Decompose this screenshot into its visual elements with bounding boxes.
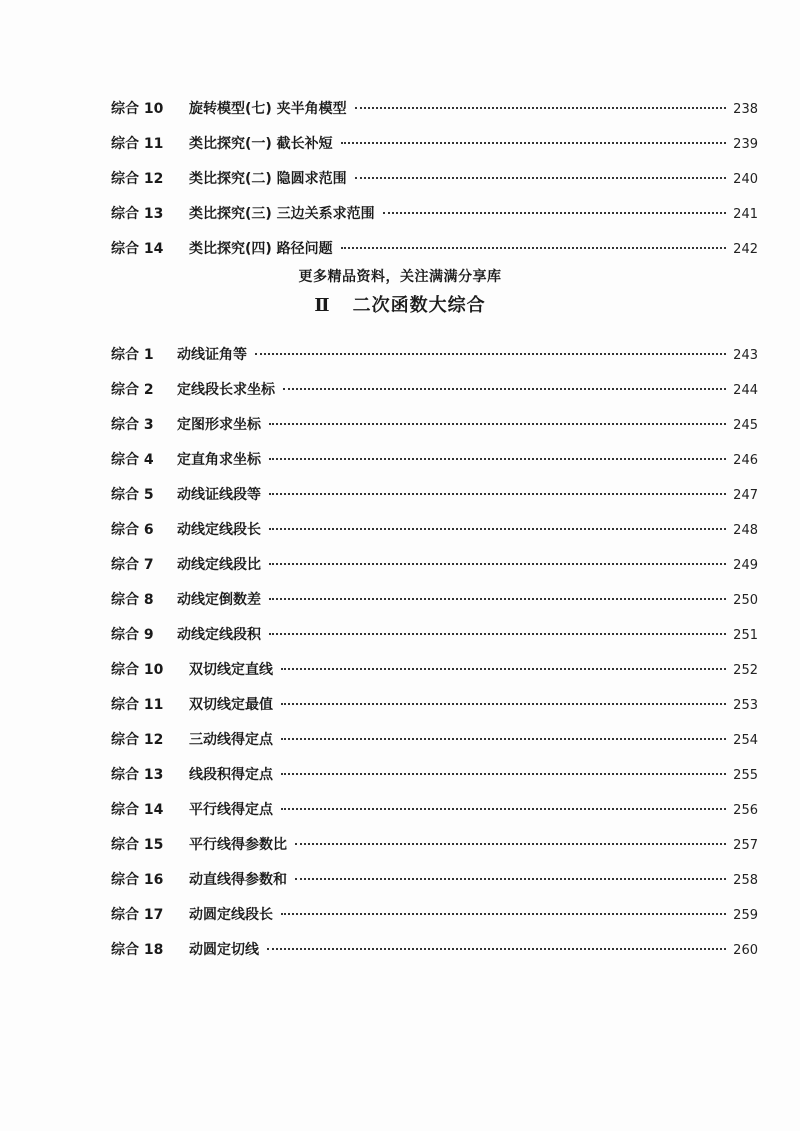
toc-entry-title: 定图形求坐标 [177,417,261,433]
toc-entry-page: 248 [733,523,758,538]
toc-entry-page: 253 [733,698,758,713]
toc-entry[interactable] [111,484,758,506]
toc-entry-page: 252 [733,663,758,678]
toc-entry-page: 246 [733,453,758,468]
toc-entry-title: 动圆定线段长 [189,907,273,923]
toc-entry[interactable] [111,764,758,786]
toc-leader-dots [341,247,726,249]
toc-entry-page: 250 [733,593,758,608]
toc-entry-page: 257 [733,838,758,853]
toc-leader-dots [269,563,726,565]
toc-entry-label: 综合 2 [111,382,154,398]
toc-entry-label: 综合 12 [111,732,164,748]
toc-entry-title: 三动线得定点 [189,732,273,748]
section-numeral: Ⅱ [314,295,331,316]
toc-leader-dots [281,668,726,670]
toc-entry-title: 定直角求坐标 [177,452,261,468]
toc-entry-page: 255 [733,768,758,783]
toc-entry-label: 综合 8 [111,592,154,608]
toc-entry[interactable] [111,203,758,225]
toc-entry-title: 动线定线段积 [177,627,261,643]
toc-entry-page: 244 [733,383,758,398]
toc-leader-dots [295,843,726,845]
toc-entry[interactable] [111,694,758,716]
toc-entry-page: 260 [733,943,758,958]
toc-leader-dots [269,423,726,425]
toc-entry-label: 综合 16 [111,872,164,888]
toc-entry[interactable] [111,344,758,366]
toc-entry-page: 258 [733,873,758,888]
toc-leader-dots [281,808,726,810]
section-title: 二次函数大综合 [352,295,486,316]
toc-leader-dots [295,878,726,880]
toc-entry-title: 类比探究(一) 截长补短 [189,136,333,152]
toc-entry-label: 综合 1 [111,347,154,363]
toc-leader-dots [281,738,726,740]
toc-leader-dots [255,353,726,355]
toc-entry[interactable] [111,168,758,190]
toc-entry[interactable] [111,904,758,926]
toc-entry[interactable] [111,799,758,821]
toc-leader-dots [281,703,726,705]
toc-entry-title: 动圆定切线 [189,942,259,958]
toc-leader-dots [355,107,726,109]
toc-entry-title: 动直线得参数和 [189,872,287,888]
toc-entry-title: 动线定线段比 [177,557,261,573]
toc-leader-dots [269,528,726,530]
toc-entry[interactable] [111,554,758,576]
toc-entry-title: 类比探究(四) 路径问题 [189,241,333,257]
toc-entry-label: 综合 14 [111,241,164,257]
promo-text: 更多精品资料，关注满满分享库 [298,269,502,285]
toc-leader-dots [267,948,726,950]
toc-entry[interactable] [111,238,758,260]
toc-entry-label: 综合 10 [111,101,164,117]
toc-entry-label: 综合 15 [111,837,164,853]
toc-leader-dots [281,913,726,915]
toc-entry-title: 旋转模型(七) 夹半角模型 [189,101,347,117]
toc-entry-label: 综合 11 [111,697,164,713]
toc-entry-label: 综合 9 [111,627,154,643]
toc-entry-label: 综合 13 [111,767,164,783]
toc-entry-page: 240 [733,172,758,187]
toc-entry-label: 综合 5 [111,487,154,503]
toc-entry-title: 动线证角等 [177,347,247,363]
toc-entry-page: 239 [733,137,758,152]
toc-entry-page: 247 [733,488,758,503]
toc-entry-label: 综合 12 [111,171,164,187]
toc-entry[interactable] [111,834,758,856]
toc-entry-title: 双切线定直线 [189,662,273,678]
toc-entry[interactable] [111,98,758,120]
toc-entry[interactable] [111,939,758,961]
toc-leader-dots [355,177,726,179]
toc-entry-title: 类比探究(三) 三边关系求范围 [189,206,375,222]
toc-entry-label: 综合 11 [111,136,164,152]
toc-entry[interactable] [111,519,758,541]
section-heading [0,291,800,317]
toc-leader-dots [283,388,726,390]
toc-entry-label: 综合 10 [111,662,164,678]
toc-entry[interactable] [111,379,758,401]
toc-entry-label: 综合 6 [111,522,154,538]
toc-entry-label: 综合 14 [111,802,164,818]
toc-entry[interactable] [111,414,758,436]
toc-entry[interactable] [111,624,758,646]
toc-leader-dots [269,633,726,635]
toc-entry-title: 类比探究(二) 隐圆求范围 [189,171,347,187]
toc-entry-page: 243 [733,348,758,363]
toc-entry-title: 平行线得参数比 [189,837,287,853]
toc-entry-page: 241 [733,207,758,222]
toc-entry-label: 综合 18 [111,942,164,958]
toc-entry-page: 242 [733,242,758,257]
toc-leader-dots [269,493,726,495]
toc-leader-dots [269,458,726,460]
toc-entry[interactable] [111,729,758,751]
toc-entry[interactable] [111,589,758,611]
toc-entry-label: 综合 7 [111,557,154,573]
toc-entry-label: 综合 3 [111,417,154,433]
toc-entry-title: 线段积得定点 [189,767,273,783]
toc-entry-title: 动线定倒数差 [177,592,261,608]
toc-entry-label: 综合 17 [111,907,164,923]
toc-entry-page: 238 [733,102,758,117]
toc-entry-page: 254 [733,733,758,748]
toc-entry[interactable] [111,133,758,155]
toc-entry-page: 251 [733,628,758,643]
toc-entry-page: 249 [733,558,758,573]
toc-entry[interactable] [111,869,758,891]
toc-entry-title: 平行线得定点 [189,802,273,818]
toc-entry[interactable] [111,659,758,681]
toc-entry[interactable] [111,449,758,471]
toc-entry-title: 双切线定最值 [189,697,273,713]
toc-leader-dots [383,212,726,214]
toc-entry-page: 245 [733,418,758,433]
toc-leader-dots [269,598,726,600]
toc-leader-dots [281,773,726,775]
toc-entry-page: 259 [733,908,758,923]
toc-entry-title: 定线段长求坐标 [177,382,275,398]
toc-entry-label: 综合 13 [111,206,164,222]
toc-leader-dots [341,142,726,144]
toc-entry-page: 256 [733,803,758,818]
toc-entry-title: 动线证线段等 [177,487,261,503]
toc-entry-title: 动线定线段长 [177,522,261,538]
toc-entry-label: 综合 4 [111,452,154,468]
